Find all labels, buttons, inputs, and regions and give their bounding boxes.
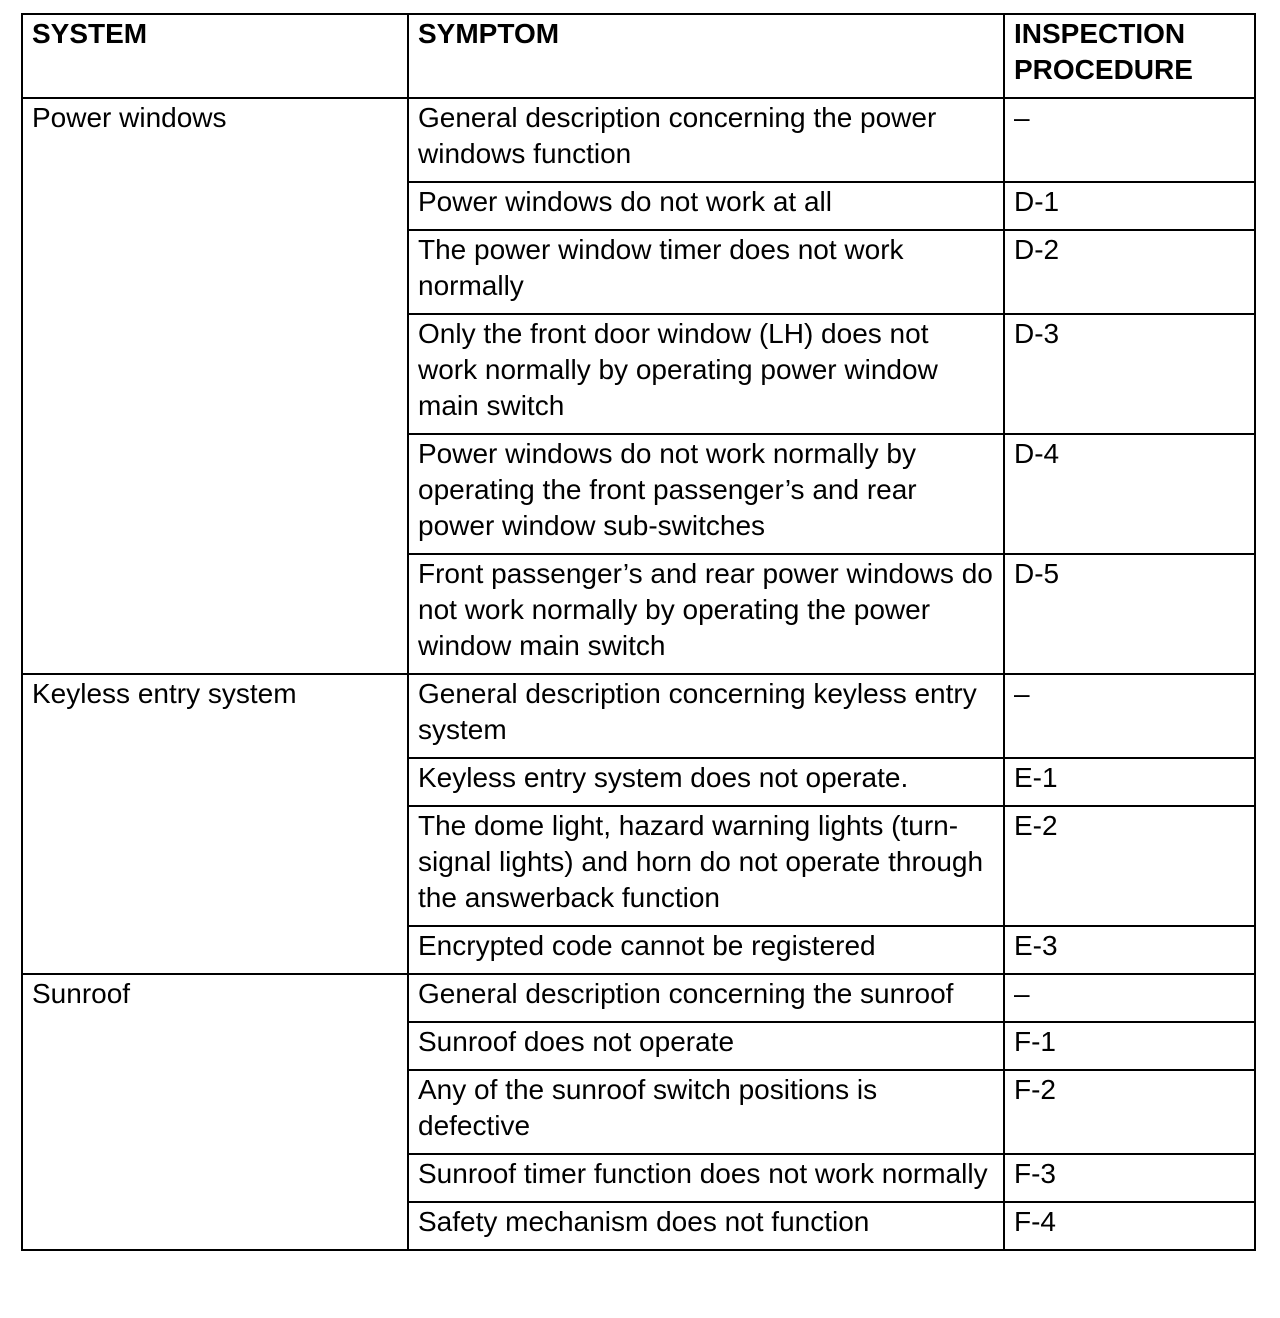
inspection-procedure-cell: D-5 (1004, 554, 1255, 674)
diagnosis-table (21, 13, 1256, 1251)
header-procedure-line2: PROCEDURE (1014, 54, 1193, 85)
symptom-cell: Keyless entry system does not operate. (408, 758, 1004, 806)
header-system: SYSTEM (22, 14, 408, 98)
inspection-procedure-cell: F-4 (1004, 1202, 1255, 1250)
inspection-procedure-cell: F-2 (1004, 1070, 1255, 1154)
header-symptom: SYMPTOM (408, 14, 1004, 98)
inspection-procedure-cell: D-2 (1004, 230, 1255, 314)
symptom-cell: Power windows do not work at all (408, 182, 1004, 230)
symptom-cell: Only the front door window (LH) does not work normally by operating power window main switch (408, 314, 1004, 434)
table-row (22, 98, 1255, 182)
symptom-cell: Encrypted code cannot be registered (408, 926, 1004, 974)
inspection-procedure-cell: D-3 (1004, 314, 1255, 434)
table-body (22, 98, 1255, 1250)
inspection-procedure-cell: – (1004, 674, 1255, 758)
symptom-cell: General description concerning keyless entry system (408, 674, 1004, 758)
symptom-cell: General description concerning the sunroof (408, 974, 1004, 1022)
inspection-procedure-cell: D-4 (1004, 434, 1255, 554)
symptom-cell: Safety mechanism does not function (408, 1202, 1004, 1250)
symptom-cell: General description concerning the power windows function (408, 98, 1004, 182)
symptom-cell: The dome light, hazard warning lights (turn-signal lights) and horn do not operate through the answerback function (408, 806, 1004, 926)
inspection-procedure-cell: F-3 (1004, 1154, 1255, 1202)
symptom-cell: Front passenger’s and rear power windows do not work normally by operating the power window main switch (408, 554, 1004, 674)
inspection-procedure-cell: – (1004, 98, 1255, 182)
inspection-procedure-cell: – (1004, 974, 1255, 1022)
symptom-cell: Any of the sunroof switch positions is defective (408, 1070, 1004, 1154)
table-row (22, 674, 1255, 758)
symptom-cell: Power windows do not work normally by operating the front passenger’s and rear power window sub-switches (408, 434, 1004, 554)
header-inspection-procedure (1004, 14, 1255, 98)
inspection-procedure-cell: E-1 (1004, 758, 1255, 806)
table-row (22, 974, 1255, 1022)
header-row (22, 14, 1255, 98)
header-procedure-line1: INSPECTION (1014, 18, 1186, 49)
system-cell: Power windows (22, 98, 408, 674)
symptom-cell: Sunroof does not operate (408, 1022, 1004, 1070)
system-cell: Keyless entry system (22, 674, 408, 974)
inspection-procedure-cell: D-1 (1004, 182, 1255, 230)
symptom-cell: The power window timer does not work normally (408, 230, 1004, 314)
symptom-cell: Sunroof timer function does not work normally (408, 1154, 1004, 1202)
inspection-procedure-cell: F-1 (1004, 1022, 1255, 1070)
inspection-procedure-cell: E-3 (1004, 926, 1255, 974)
inspection-procedure-cell: E-2 (1004, 806, 1255, 926)
system-cell: Sunroof (22, 974, 408, 1250)
